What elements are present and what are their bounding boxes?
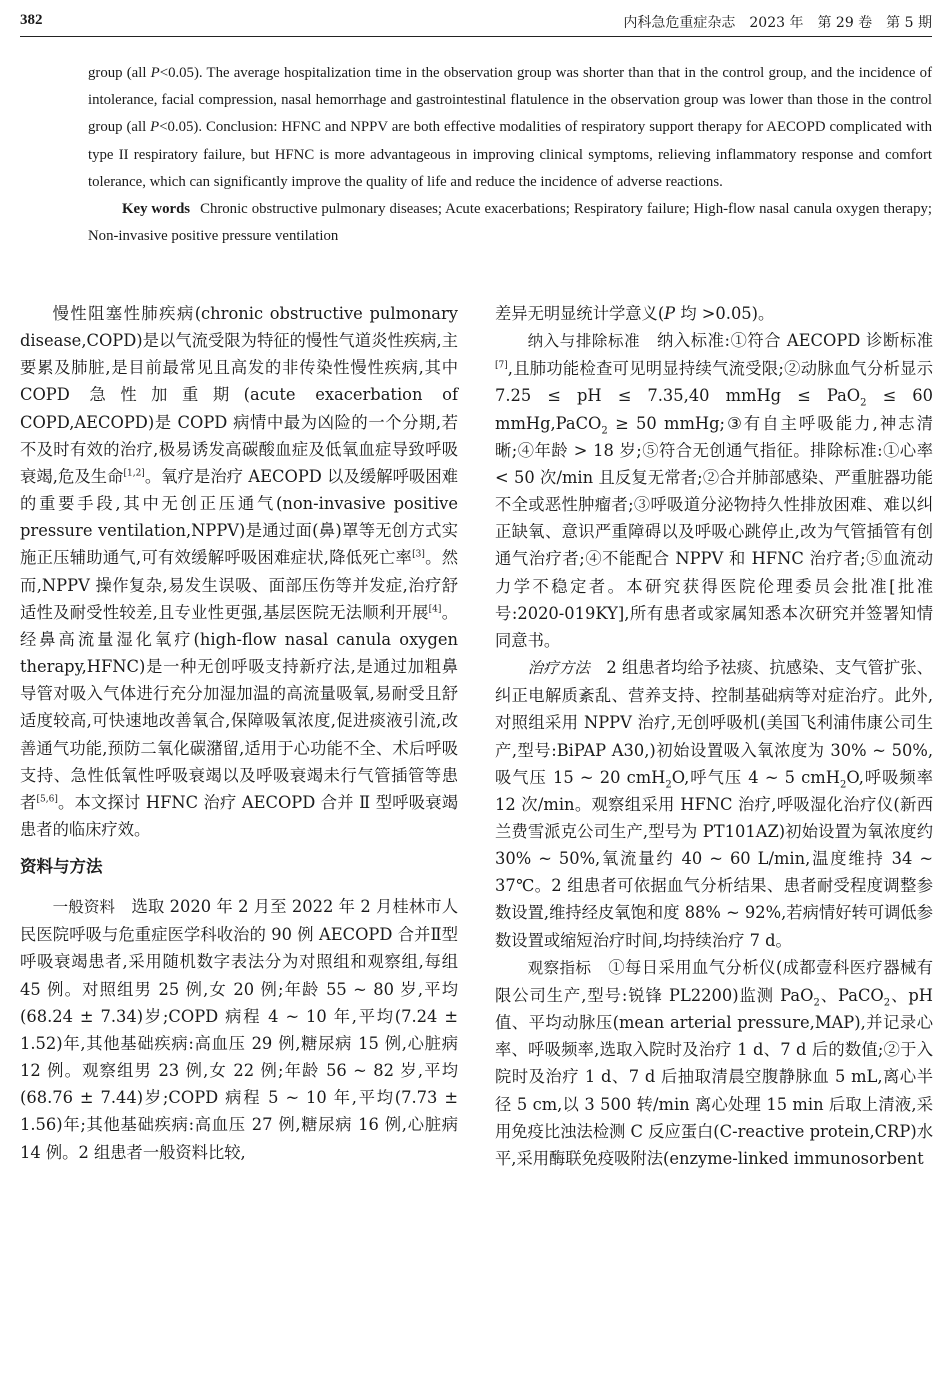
right-column — [495, 300, 933, 1172]
journal-citation: 内科急危重症杂志 2023 年 第 29 卷 第 5 期 — [623, 15, 932, 31]
keywords-label: Key words — [122, 201, 191, 218]
citation: [7] — [495, 360, 508, 371]
section-title: 资料与方法 — [20, 857, 103, 877]
header-rule — [20, 36, 932, 37]
intro-paragraph: 慢性阻塞性肺疾病(chronic obstructive pulmonary disease,COPD)是以气流受限为特征的慢性气道炎性疾病,主要累及肺脏,是目前最常见且高发的非传染性慢性疾病,其中 COPD 急性加重期(acute exacerbation of COPD,AECOPD)是 COPD 病情中最为凶险的一个分期,若不及时有效的治疗,极易诱发高碳酸血症及低氧血症导致呼吸衰竭,危及生命[1,2]。氧疗是治疗 AECOPD 以及缓解呼吸困难的重要手段,其中无创正压通气(non-invasive positive pressure ventilation,NPPV)是通过面(鼻)罩等无创方式实施正压辅助通气,可有效缓解呼吸困难症状,降低死亡率[3]。然而,NPPV 操作复杂,易发生误吸、面部压伤等并发症,治疗舒适性及耐受性较差,且专业性更强,基层医院无法顺利开展[4]。经鼻高流量湿化氧疗(high-flow nasal canula oxygen therapy,HFNC)是一种无创呼吸支持新疗法,是通过加粗鼻导管对吸入气体进行充分加湿加温的高流量吸氧,易耐受且舒适度较高,可快速地改善氧合,保障吸氧浓度,促进痰液引流,改善通气功能,预防二氧化碳潴留,适用于心功能不全、术后呼吸支持、急性低氧性呼吸衰竭以及呼吸衰竭未行气管插管等患者[5,6]。本文探讨 HFNC 治疗 AECOPD 合并 Ⅱ 型呼吸衰竭患者的临床疗效。 — [20, 304, 458, 839]
continuation-paragraph: 差异无明显统计学意义(P 均 >0.05)。 — [495, 304, 775, 323]
citation: [5,6] — [36, 794, 58, 805]
citation: [3] — [412, 549, 425, 560]
paragraph-lead: 治疗方法 — [527, 659, 590, 678]
paragraph-lead: 纳入与排除标准 — [527, 332, 641, 351]
general-info-paragraph: 一般资料 选取 2020 年 2 月至 2022 年 2 月桂林市人民医院呼吸与危重症医学科收治的 90 例 AECOPD 合并Ⅱ型呼吸衰竭患者,采用随机数字表法分为对照组和观察组,每组 45 例。对照组男 25 例,女 20 例;年龄 55 ~ 80 岁,平均(68.24 ± 7.34)岁;COPD 病程 4 ~ 10 年,平均(7.24 ± 1.52)年,其他基础疾病:高血压 29 例,糖尿病 15 例,心脏病 12 例。观察组男 23 例,女 22 例;年龄 56 ~ 82 岁,平均(68.76 ± 7.44)岁;COPD 病程 5 ~ 10 年,平均(7.73 ± 1.56)年;其他基础疾病:高血压 27 例,糖尿病 16 例,心脏病 14 例。2 组患者一般资料比较, — [20, 897, 458, 1162]
keywords-text: Chronic obstructive pulmonary diseases; Acute exacerbations; Respiratory failure; High-flow nasal canula oxygen therapy; Non-invasive positive pressure ventilation — [88, 201, 932, 245]
citation: [1,2] — [123, 468, 145, 479]
paragraph-lead: 观察指标 — [527, 958, 592, 977]
left-column — [20, 300, 458, 1166]
page-header — [20, 10, 932, 34]
keywords-paragraph — [88, 196, 932, 250]
indicators-paragraph: 观察指标 ①每日采用血气分析仪(成都壹科医疗器械有限公司生产,型号:锐锋 PL2200)监测 PaO$_2$、PaCO$_2$、pH 值、平均动脉压(mean arterial pressure,MAP),并记录心率、呼吸频率,选取入院时及治疗 1 d、7 d 后的数值;②于入院时及治疗 1 d、7 d 后抽取清晨空腹静脉血 5 mL,离心半径 5 cm,以 3 500 转/min 离心处理 15 min 后取上清液,采用免疫比浊法检测 C 反应蛋白(C-reactive protein,CRP)水平,采用酶联免疫吸附法(enzyme-linked immunosorbent — [495, 957, 933, 1168]
citation: [4] — [428, 604, 442, 615]
english-abstract — [88, 60, 932, 250]
paragraph-lead: 一般资料 — [52, 898, 116, 917]
abstract-paragraph: group (all P<0.05). The average hospitalization time in the observation group was shorter than that in the control group, and the incidence of intolerance, facial compression, nasal hemorrhage and gastrointestinal flatulence in the observation group was lower than those in the control group (all P<0.05). Conclusion: HFNC and NPPV are both effective modalities of respiratory support therapy for AECOPD complicated with type II respiratory failure, but HFNC is more advantageous in improving clinical symptoms, relieving inflammatory response and comfort tolerance, which can significantly improve the quality of life and reduce the incidence of adverse reactions. — [88, 65, 933, 190]
treatment-paragraph: 治疗方法 2 组患者均给予祛痰、抗感染、支气管扩张、纠正电解质紊乱、营养支持、控制基础病等对症治疗。此外,对照组采用 NPPV 治疗,无创呼吸机(美国飞利浦伟康公司生产,型号:BiPAP A30,)初始设置吸入氧浓度为 30% ~ 50%,吸气压 15 ~ 20 cmH$_2$O,呼气压 4 ~ 5 cmH$_2$O,呼吸频率 12 次/min。观察组采用 HFNC 治疗,呼吸湿化治疗仪(新西兰费雪派克公司生产,型号为 PT101AZ)初始设置为氧浓度约 30% ~ 50%,氧流量约 40 ~ 60 L/min,温度维持 34 ~ 37℃。2 组患者可依据血气分析结果、患者耐受程度调整参数设置,维持经皮氧饱和度 88% ~ 92%,若病情好转可调低参数设置或缩短治疗时间,均持续治疗 7 d。 — [495, 658, 933, 950]
criteria-paragraph: 纳入与排除标准 纳入标准:①符合 AECOPD 诊断标准[7],且肺功能检查可见明显持续气流受限;②动脉血气分析显示 7.25 ≤ pH ≤ 7.35,40 mmHg ≤ PaO$_2$ ≤ 60 mmHg,PaCO$_2$ ≥ 50 mmHg;③有自主呼吸能力,神志清晰;④年龄 > 18 岁;⑤符合无创通气指征。排除标准:①心率 < 50 次/min 且反复无常者;②合并肺部感染、严重脏器功能不全或恶性肿瘤者;③呼吸道分泌物持久性排放困难、难以纠正缺氧、意识严重障碍以及呼吸心跳停止,改为气管插管有创通气治疗者;④不能配合 NPPV 和 HFNC 治疗者;⑤血流动力学不稳定者。本研究获得医院伦理委员会批准[批准号:2020-019KY],所有患者或家属知悉本次研究并签署知情同意书。 — [495, 331, 933, 650]
page-number: 382 — [20, 12, 43, 28]
